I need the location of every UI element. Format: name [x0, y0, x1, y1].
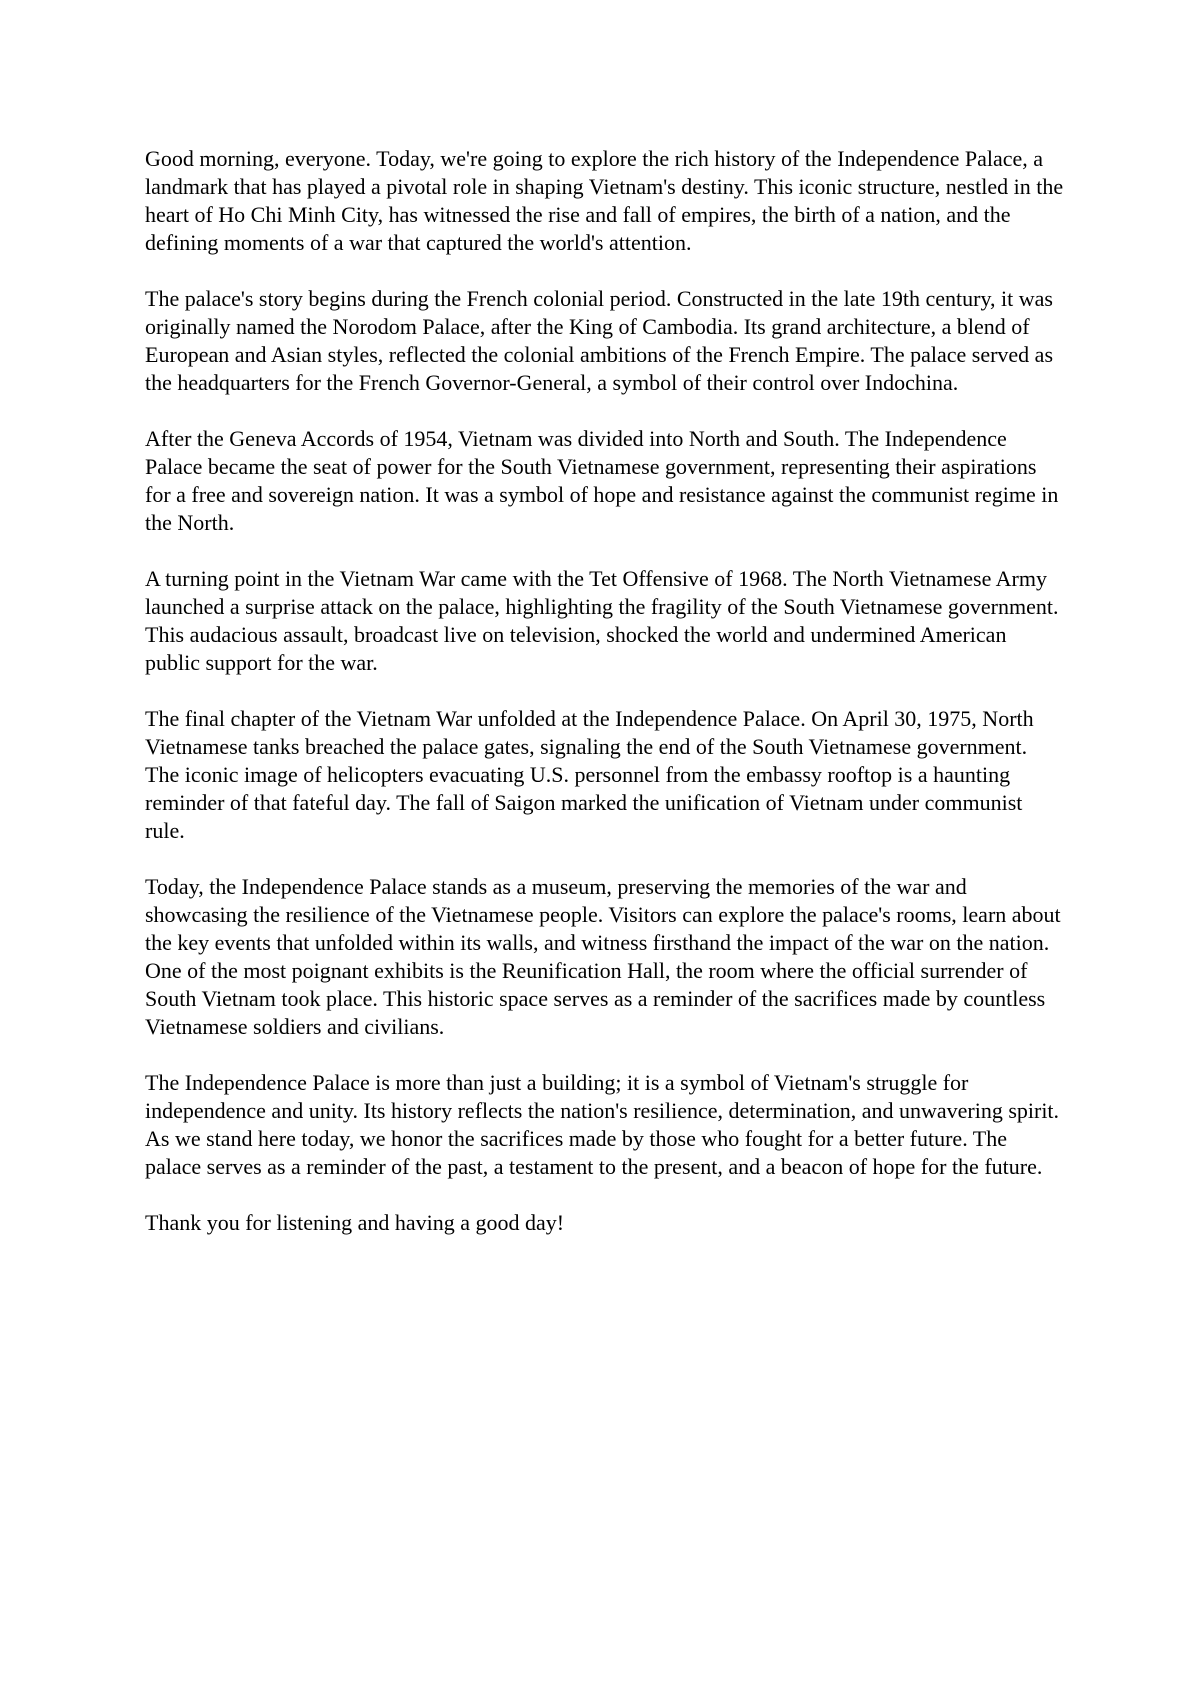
paragraph-final-chapter: The final chapter of the Vietnam War unfolded at the Independence Palace. On April 30, 1975, North Vietnamese tanks breached the palace gates, signaling the end of the South Vietnamese government. The iconic image of helicopters evacuating U.S. personnel from the embassy rooftop is a haunting reminder of that fateful day. The fall of Saigon marked the unification of Vietnam under communist rule.: [145, 706, 1034, 843]
document-body: [145, 145, 1065, 1265]
paragraph-intro: Good morning, everyone. Today, we're going to explore the rich history of the Independence Palace, a landmark that has played a pivotal role in shaping Vietnam's destiny. This iconic structure, nestled in the heart of Ho Chi Minh City, has witnessed the rise and fall of empires, the birth of a nation, and the defining moments of a war that captured the world's attention.: [145, 146, 1064, 255]
paragraph-tet-offensive: A turning point in the Vietnam War came with the Tet Offensive of 1968. The North Vietnamese Army launched a surprise attack on the palace, highlighting the fragility of the South Vietnamese government. This audacious assault, broadcast live on television, shocked the world and undermined American public support for the war.: [145, 566, 1059, 675]
paragraph-closing: Thank you for listening and having a good day!: [145, 1210, 565, 1235]
paragraph-colonial-period: The palace's story begins during the French colonial period. Constructed in the late 19th century, it was originally named the Norodom Palace, after the King of Cambodia. Its grand architecture, a blend of European and Asian styles, reflected the colonial ambitions of the French Empire. The palace served as the headquarters for the French Governor-General, a symbol of their control over Indochina.: [145, 286, 1054, 395]
paragraph-geneva-accords: After the Geneva Accords of 1954, Vietnam was divided into North and South. The Independence Palace became the seat of power for the South Vietnamese government, representing their aspirations for a free and sovereign nation. It was a symbol of hope and resistance against the communist regime in the North.: [145, 426, 1059, 535]
paragraph-museum-today: Today, the Independence Palace stands as a museum, preserving the memories of the war and showcasing the resilience of the Vietnamese people. Visitors can explore the palace's rooms, learn about the key events that unfolded within its walls, and witness firsthand the impact of the war on the nation. One of the most poignant exhibits is the Reunification Hall, the room where the official surrender of South Vietnam took place. This historic space serves as a reminder of the sacrifices made by countless Vietnamese soldiers and civilians.: [145, 874, 1061, 1039]
paragraph-symbol: The Independence Palace is more than just a building; it is a symbol of Vietnam's struggle for independence and unity. Its history reflects the nation's resilience, determination, and unwavering spirit. As we stand here today, we honor the sacrifices made by those who fought for a better future. The palace serves as a reminder of the past, a testament to the present, and a beacon of hope for the future.: [145, 1070, 1060, 1179]
